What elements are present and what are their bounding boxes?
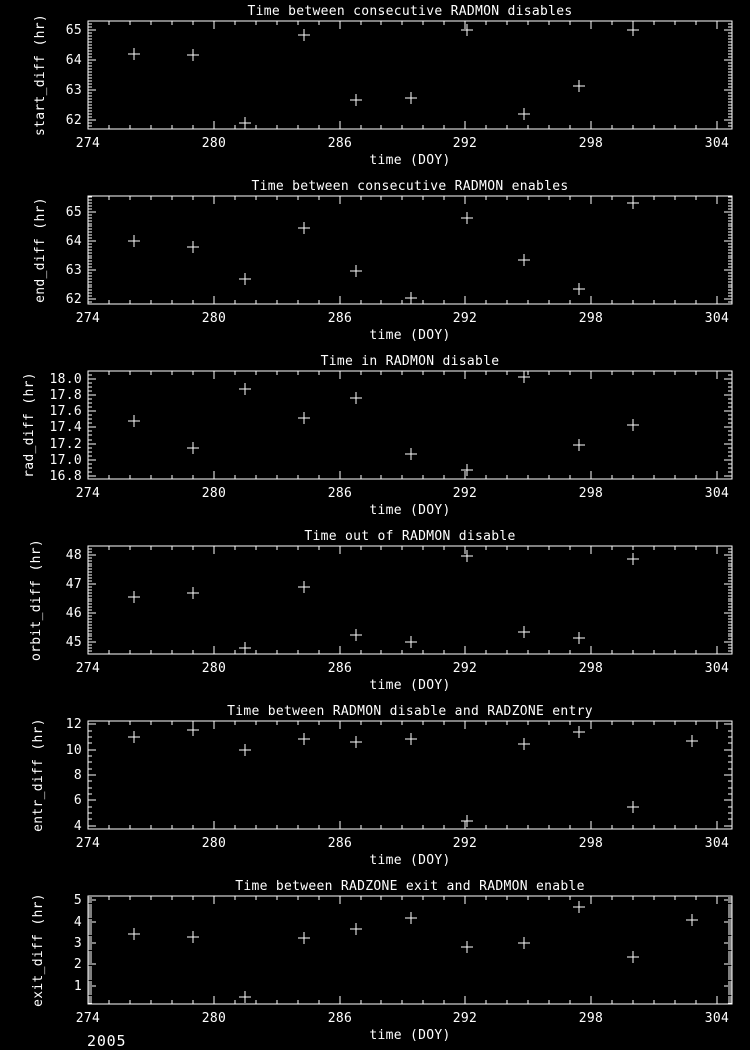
chart-svg <box>0 350 750 525</box>
x-tick-label: 298 <box>578 486 604 501</box>
x-tick-label: 286 <box>327 661 353 676</box>
chart-panel-rad-diff <box>0 350 750 525</box>
data-point-marker <box>298 222 310 234</box>
data-point-marker <box>518 937 530 949</box>
x-axis-label: time (DOY) <box>369 853 451 868</box>
data-point-marker <box>239 117 251 129</box>
chart-panel-entr-diff <box>0 700 750 875</box>
data-point-marker <box>128 235 140 247</box>
chart-svg <box>0 525 750 700</box>
plot-box <box>88 196 732 304</box>
data-point-marker <box>187 724 199 736</box>
chart-title: Time out of RADMON disable <box>304 529 516 544</box>
plot-box <box>88 896 732 1004</box>
x-tick-label: 274 <box>75 486 101 501</box>
x-tick-label: 286 <box>327 1011 353 1026</box>
y-tick-label: 62 <box>65 113 82 128</box>
y-tick-label: 1 <box>73 979 82 994</box>
data-point-marker <box>627 197 639 209</box>
y-tick-label: 65 <box>65 205 82 220</box>
x-tick-label: 292 <box>452 1011 478 1026</box>
data-point-marker <box>187 49 199 61</box>
x-tick-label: 280 <box>201 311 227 326</box>
x-tick-label: 286 <box>327 486 353 501</box>
y-axis-label: entr_diff (hr) <box>31 718 46 832</box>
data-point-marker <box>350 923 362 935</box>
y-tick-label: 17.0 <box>49 453 82 468</box>
data-point-marker <box>573 726 585 738</box>
data-point-marker <box>239 642 251 654</box>
y-axis-label: rad_diff (hr) <box>22 372 37 478</box>
y-tick-label: 5 <box>73 893 82 908</box>
y-tick-label: 4 <box>73 819 82 834</box>
x-tick-label: 274 <box>75 661 101 676</box>
data-point-marker <box>405 636 417 648</box>
y-tick-label: 4 <box>73 915 82 930</box>
chart-title: Time between RADMON disable and RADZONE entry <box>227 704 593 719</box>
y-tick-label: 17.6 <box>49 404 82 419</box>
year-label: 2005 <box>87 1032 127 1050</box>
data-point-marker <box>405 92 417 104</box>
y-axis-label: exit_diff (hr) <box>31 893 46 1007</box>
data-point-marker <box>239 273 251 285</box>
y-tick-label: 63 <box>65 263 82 278</box>
x-tick-label: 274 <box>75 1011 101 1026</box>
x-axis-label: time (DOY) <box>369 1028 451 1043</box>
data-point-marker <box>518 738 530 750</box>
data-point-marker <box>298 29 310 41</box>
y-tick-label: 17.4 <box>49 420 82 435</box>
plot-box <box>88 546 732 654</box>
chart-svg <box>0 175 750 350</box>
x-axis-label: time (DOY) <box>369 678 451 693</box>
chart-svg <box>0 875 750 1050</box>
y-tick-label: 18.0 <box>49 372 82 387</box>
data-point-marker <box>627 801 639 813</box>
x-tick-label: 292 <box>452 661 478 676</box>
x-tick-label: 292 <box>452 486 478 501</box>
x-tick-label: 280 <box>201 836 227 851</box>
data-point-marker <box>518 626 530 638</box>
y-tick-label: 63 <box>65 83 82 98</box>
y-tick-label: 45 <box>65 635 82 650</box>
data-point-marker <box>518 108 530 120</box>
x-tick-label: 304 <box>704 661 730 676</box>
y-tick-label: 17.2 <box>49 437 82 452</box>
chart-panel-start-diff <box>0 0 750 175</box>
data-point-marker <box>686 914 698 926</box>
data-point-marker <box>239 383 251 395</box>
x-tick-label: 298 <box>578 661 604 676</box>
data-point-marker <box>573 901 585 913</box>
y-tick-label: 48 <box>65 548 82 563</box>
chart-title: Time between RADZONE exit and RADMON enable <box>235 879 585 894</box>
y-tick-label: 8 <box>73 768 82 783</box>
data-point-marker <box>350 265 362 277</box>
plot-box <box>88 21 732 129</box>
x-tick-label: 274 <box>75 136 101 151</box>
data-point-marker <box>350 94 362 106</box>
data-point-marker <box>128 415 140 427</box>
data-point-marker <box>461 550 473 562</box>
data-point-marker <box>461 815 473 827</box>
y-axis-label: start_diff (hr) <box>33 14 48 136</box>
data-point-marker <box>573 80 585 92</box>
data-point-marker <box>187 931 199 943</box>
y-axis-label: orbit_diff (hr) <box>29 539 44 661</box>
x-tick-label: 280 <box>201 486 227 501</box>
data-point-marker <box>405 448 417 460</box>
data-point-marker <box>461 941 473 953</box>
data-point-marker <box>298 412 310 424</box>
data-point-marker <box>518 254 530 266</box>
y-axis-label: end_diff (hr) <box>33 197 48 303</box>
x-tick-label: 280 <box>201 1011 227 1026</box>
data-point-marker <box>405 733 417 745</box>
data-point-marker <box>298 932 310 944</box>
chart-panel-end-diff <box>0 175 750 350</box>
data-point-marker <box>128 731 140 743</box>
x-tick-label: 274 <box>75 836 101 851</box>
data-point-marker <box>405 912 417 924</box>
data-point-marker <box>128 48 140 60</box>
x-tick-label: 298 <box>578 136 604 151</box>
x-tick-label: 286 <box>327 136 353 151</box>
chart-title: Time in RADMON disable <box>320 354 500 369</box>
x-tick-label: 292 <box>452 311 478 326</box>
data-point-marker <box>128 928 140 940</box>
chart-panel-exit-diff <box>0 875 750 1050</box>
x-tick-label: 304 <box>704 136 730 151</box>
y-tick-label: 65 <box>65 23 82 38</box>
x-tick-label: 274 <box>75 311 101 326</box>
data-point-marker <box>405 292 417 304</box>
y-tick-label: 64 <box>65 53 82 68</box>
x-tick-label: 280 <box>201 136 227 151</box>
x-axis-label: time (DOY) <box>369 503 451 518</box>
x-tick-label: 286 <box>327 836 353 851</box>
chart-title: Time between consecutive RADMON enables <box>251 179 569 194</box>
plot-box <box>88 721 732 829</box>
data-point-marker <box>239 991 251 1003</box>
x-tick-label: 298 <box>578 1011 604 1026</box>
y-tick-label: 6 <box>73 793 82 808</box>
x-axis-label: time (DOY) <box>369 153 451 168</box>
data-point-marker <box>686 735 698 747</box>
x-tick-label: 298 <box>578 836 604 851</box>
y-tick-label: 3 <box>73 936 82 951</box>
y-tick-label: 16.8 <box>49 469 82 484</box>
data-point-marker <box>298 733 310 745</box>
x-tick-label: 304 <box>704 311 730 326</box>
y-tick-label: 62 <box>65 292 82 307</box>
data-point-marker <box>239 744 251 756</box>
x-tick-label: 280 <box>201 661 227 676</box>
data-point-marker <box>187 587 199 599</box>
x-tick-label: 304 <box>704 1011 730 1026</box>
data-point-marker <box>461 24 473 36</box>
data-point-marker <box>187 241 199 253</box>
y-tick-label: 46 <box>65 606 82 621</box>
data-point-marker <box>573 632 585 644</box>
data-point-marker <box>627 951 639 963</box>
data-point-marker <box>573 283 585 295</box>
x-tick-label: 292 <box>452 836 478 851</box>
data-point-marker <box>627 419 639 431</box>
data-point-marker <box>627 553 639 565</box>
y-tick-label: 47 <box>65 577 82 592</box>
chart-svg <box>0 700 750 875</box>
x-tick-label: 298 <box>578 311 604 326</box>
data-point-marker <box>627 24 639 36</box>
data-point-marker <box>461 464 473 476</box>
y-tick-label: 2 <box>73 957 82 972</box>
y-tick-label: 64 <box>65 234 82 249</box>
data-point-marker <box>573 439 585 451</box>
data-point-marker <box>350 736 362 748</box>
x-tick-label: 292 <box>452 136 478 151</box>
x-tick-label: 304 <box>704 836 730 851</box>
chart-panel-orbit-diff <box>0 525 750 700</box>
data-point-marker <box>350 629 362 641</box>
data-point-marker <box>350 392 362 404</box>
data-point-marker <box>128 591 140 603</box>
y-tick-label: 17.8 <box>49 388 82 403</box>
x-tick-label: 304 <box>704 486 730 501</box>
chart-title: Time between consecutive RADMON disables <box>247 4 573 19</box>
chart-svg <box>0 0 750 175</box>
data-point-marker <box>187 442 199 454</box>
y-tick-label: 12 <box>65 717 82 732</box>
data-point-marker <box>461 212 473 224</box>
x-axis-label: time (DOY) <box>369 328 451 343</box>
data-point-marker <box>298 581 310 593</box>
x-tick-label: 286 <box>327 311 353 326</box>
y-tick-label: 10 <box>65 743 82 758</box>
